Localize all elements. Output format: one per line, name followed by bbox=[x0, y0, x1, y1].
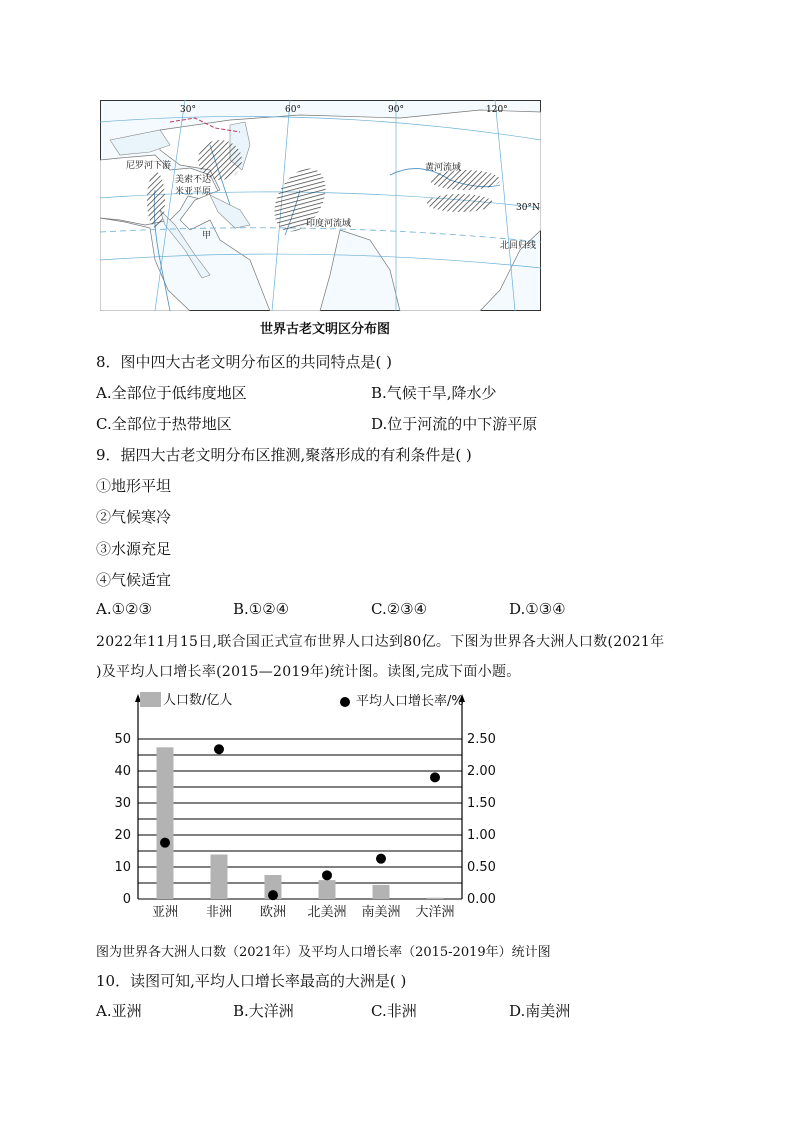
yellow-river-civilization-area-2 bbox=[427, 194, 493, 212]
y-left-tick-label: 10 bbox=[114, 860, 131, 875]
q8-option-a[interactable]: A.全部位于低纬度地区 bbox=[96, 384, 247, 402]
lat-30n-label: 30°N bbox=[516, 203, 540, 213]
q10-option-c[interactable]: C.非洲 bbox=[371, 1002, 417, 1020]
chart-caption: 图为世界各大洲人口数（2021年）及平均人口增长率（2015-2019年）统计图 bbox=[96, 945, 551, 960]
population-chart bbox=[100, 688, 500, 926]
map-caption: 世界古老文明区分布图 bbox=[260, 322, 391, 337]
jia-label: 甲 bbox=[202, 231, 212, 241]
y-right-tick-label: 2.50 bbox=[467, 732, 496, 747]
y-right-tick-label: 0.00 bbox=[467, 892, 496, 907]
q8-option-b[interactable]: B.气候干旱,降水少 bbox=[371, 384, 497, 402]
legend-dot-swatch bbox=[340, 697, 350, 707]
legend-bar-swatch bbox=[140, 692, 161, 707]
growth-rate-dot bbox=[268, 890, 278, 900]
growth-rate-dot bbox=[322, 870, 332, 880]
x-tick-label: 南美洲 bbox=[361, 905, 401, 920]
q9-item-1: ①地形平坦 bbox=[96, 477, 172, 495]
legend-bar-label: 人口数/亿人 bbox=[163, 693, 233, 708]
lon-60-label: 60° bbox=[285, 105, 301, 115]
population-bar bbox=[373, 885, 390, 899]
x-tick-label: 亚洲 bbox=[151, 905, 179, 920]
lon-90-label: 90° bbox=[388, 105, 404, 115]
q9-item-3: ③水源充足 bbox=[96, 540, 172, 558]
y-left-tick-label: 40 bbox=[114, 764, 131, 779]
chart-dots bbox=[160, 744, 440, 900]
nile-label: 尼罗河下游 bbox=[126, 161, 172, 171]
q9-item-2: ②气候寒冷 bbox=[96, 508, 172, 526]
x-tick-label: 北美洲 bbox=[307, 905, 347, 920]
q9-stem: 9．据四大古老文明分布区推测,聚落形成的有利条件是( ) bbox=[96, 446, 472, 464]
chart-axes bbox=[135, 694, 465, 899]
lon-120-label: 120° bbox=[486, 105, 508, 115]
x-tick-label: 大洋洲 bbox=[415, 905, 455, 920]
mesopotamia-civilization-area bbox=[198, 140, 242, 180]
lon-30-label: 30° bbox=[180, 105, 196, 115]
y-right-tick-label: 1.00 bbox=[467, 828, 496, 843]
q9-option-b[interactable]: B.①②④ bbox=[233, 600, 290, 618]
population-bar bbox=[211, 855, 228, 899]
q10-stem: 10．读图可知,平均人口增长率最高的大洲是( ) bbox=[96, 972, 407, 990]
chart-grid bbox=[138, 739, 462, 899]
population-bar bbox=[427, 898, 444, 899]
q10-option-b[interactable]: B.大洋洲 bbox=[233, 1002, 294, 1020]
q10-option-d[interactable]: D.南美洲 bbox=[509, 1002, 571, 1020]
legend-dot-label: 平均人口增长率/% bbox=[356, 694, 464, 709]
q10-option-a[interactable]: A.亚洲 bbox=[96, 1002, 142, 1020]
q9-option-c[interactable]: C.②③④ bbox=[371, 600, 428, 618]
mesopotamia-label-2: 米亚平原 bbox=[175, 187, 212, 197]
ancient-civilization-map bbox=[100, 100, 541, 311]
mesopotamia-label-1: 美索不达 bbox=[175, 175, 212, 185]
x-tick-label: 非洲 bbox=[205, 905, 233, 920]
q9-item-4: ④气候适宜 bbox=[96, 571, 172, 589]
growth-rate-dot bbox=[430, 772, 440, 782]
y-right-tick-label: 1.50 bbox=[467, 796, 496, 811]
tropic-label: 北回归线 bbox=[500, 241, 537, 251]
q8-stem: 8．图中四大古老文明分布区的共同特点是( ) bbox=[96, 353, 393, 371]
y-left-tick-label: 0 bbox=[122, 892, 131, 907]
nile-civilization-area bbox=[147, 172, 165, 228]
growth-rate-dot bbox=[160, 838, 170, 848]
y-right-tick-label: 0.50 bbox=[467, 860, 496, 875]
indus-label: 印度河流域 bbox=[306, 219, 352, 229]
q8-option-c[interactable]: C.全部位于热带地区 bbox=[96, 415, 232, 433]
q8-option-d[interactable]: D.位于河流的中下游平原 bbox=[371, 415, 538, 433]
y-left-tick-label: 50 bbox=[114, 732, 131, 747]
intro-line-1: 2022年11月15日,联合国正式宣布世界人口达到80亿。下图为世界各大洲人口数(2021年 bbox=[96, 634, 665, 650]
intro-line-2: )及平均人口增长率(2015—2019年)统计图。读图,完成下面小题。 bbox=[96, 664, 521, 680]
yellow-river-label: 黄河流域 bbox=[425, 163, 462, 173]
q9-option-a[interactable]: A.①②③ bbox=[96, 600, 152, 618]
chart-bars bbox=[157, 747, 444, 899]
growth-rate-dot bbox=[214, 744, 224, 754]
y-left-tick-label: 20 bbox=[114, 828, 131, 843]
y-right-tick-label: 2.00 bbox=[467, 764, 496, 779]
yellow-river-civilization-area-1 bbox=[430, 170, 500, 190]
q9-option-d[interactable]: D.①③④ bbox=[509, 600, 566, 618]
population-bar bbox=[157, 747, 174, 899]
x-tick-label: 欧洲 bbox=[259, 905, 287, 920]
population-bar bbox=[319, 880, 336, 899]
growth-rate-dot bbox=[376, 854, 386, 864]
y-left-tick-label: 30 bbox=[114, 796, 131, 811]
